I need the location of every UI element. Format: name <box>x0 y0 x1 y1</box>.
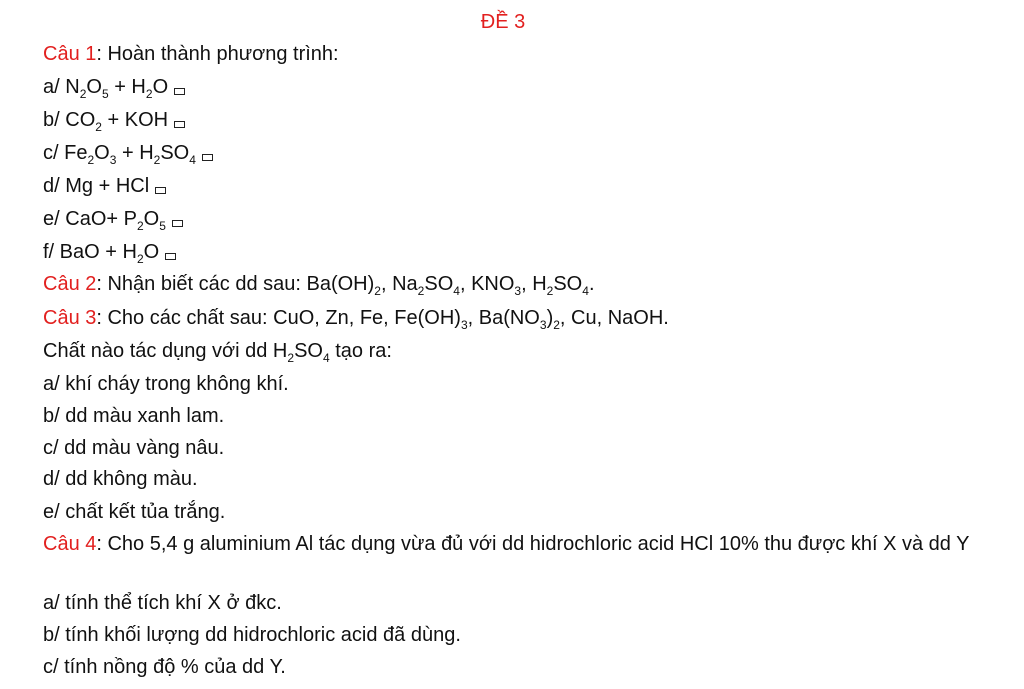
question-4-item-a: a/ tính thể tích khí X ở đkc. <box>43 592 282 614</box>
subscript: 3 <box>539 318 547 332</box>
question-2-label: Câu 2 <box>43 273 97 295</box>
formula-text: + KOH <box>101 109 169 131</box>
question-4-item-b: b/ tính khối lượng dd hidrochloric acid đã dùng. <box>43 624 461 646</box>
subscript: 2 <box>374 284 381 298</box>
subscript: 4 <box>322 351 330 365</box>
subscript: 4 <box>453 284 460 298</box>
subscript: 5 <box>101 87 109 101</box>
formula-text: , Na <box>380 273 418 295</box>
equation-text <box>43 76 169 101</box>
subscript: 3 <box>109 153 117 167</box>
missing-symbol-icon <box>174 121 185 128</box>
equation-d <box>43 174 166 198</box>
subscript: 3 <box>460 318 468 332</box>
question-4-item-c: c/ tính nồng độ % của dd Y. <box>43 656 286 678</box>
formula-text: + H <box>108 76 146 98</box>
equation-c <box>43 141 213 165</box>
subscript: 4 <box>189 153 196 167</box>
formula-text: , Cu, NaOH. <box>559 307 669 329</box>
formula-text: c/ <box>43 142 65 164</box>
question-1-heading <box>43 42 339 66</box>
question-1-text: : Hoàn thành phương trình: <box>96 43 339 65</box>
subscript: 5 <box>159 219 166 233</box>
formula-text: O <box>143 208 160 230</box>
equation-b <box>43 108 185 132</box>
question-3 <box>43 306 669 330</box>
formula-text: N <box>65 76 80 98</box>
formula-text: SO <box>424 273 454 295</box>
subscript: 2 <box>553 318 560 332</box>
formula-text: Chất nào tác dụng với dd H <box>43 340 288 362</box>
subscript: 2 <box>153 153 161 167</box>
missing-symbol-icon <box>202 154 213 161</box>
equation-f <box>43 240 176 264</box>
question-2 <box>43 272 595 296</box>
question-3-item-d: d/ dd không màu. <box>43 468 198 490</box>
equation-text <box>43 241 160 266</box>
question-4-label: Câu 4 <box>43 533 97 555</box>
question-1-label: Câu 1 <box>43 43 97 65</box>
subscript: 2 <box>136 252 144 266</box>
question-3-item-e: e/ chất kết tủa trắng. <box>43 501 226 523</box>
formula-text: SO <box>160 142 190 164</box>
formula-text: O <box>94 142 110 164</box>
missing-symbol-icon <box>172 220 183 227</box>
formula-text: SO <box>294 340 323 362</box>
formula-text: Mg + HCl <box>65 175 150 197</box>
formula-text: . <box>588 273 595 295</box>
formula-text: ) <box>546 307 554 329</box>
formula-text: a/ <box>43 76 66 98</box>
formula-text: O <box>86 76 102 98</box>
formula-text: O <box>143 241 160 263</box>
formula-text: SO <box>553 273 583 295</box>
equation-text <box>43 142 196 167</box>
formula-text: CO <box>65 109 96 131</box>
formula-text: d/ <box>43 175 66 197</box>
missing-symbol-icon <box>174 88 185 95</box>
missing-symbol-icon <box>165 253 176 260</box>
formula-text: f/ <box>43 241 60 263</box>
exam-title: ĐỀ 3 <box>480 11 526 33</box>
formula-text: : Cho các chất sau: CuO, Zn, Fe, Fe(OH) <box>96 307 461 329</box>
subscript: 2 <box>136 219 144 233</box>
subscript: 2 <box>87 153 95 167</box>
formula-text: tạo ra: <box>329 340 392 362</box>
question-3-prompt-text <box>43 340 392 365</box>
question-4 <box>43 532 973 556</box>
subscript: 2 <box>546 284 554 298</box>
missing-symbol-icon <box>155 187 166 194</box>
subscript: 2 <box>79 87 87 101</box>
formula-text: , KNO <box>459 273 515 295</box>
question-2-text <box>96 273 595 298</box>
equation-text <box>43 109 169 134</box>
formula-text: , Ba(NO <box>467 307 540 329</box>
equation-e <box>43 207 183 231</box>
formula-text: O <box>152 76 169 98</box>
question-4-text: : Cho 5,4 g aluminium Al tác dụng vừa đủ với dd hidrochloric acid HCl 10% thu được khí X và dd Y <box>96 533 970 555</box>
formula-text: e/ <box>43 208 66 230</box>
question-3-item-b: b/ dd màu xanh lam. <box>43 405 225 427</box>
subscript: 2 <box>145 87 153 101</box>
question-3-prompt <box>43 339 392 363</box>
equation-text <box>43 208 166 233</box>
formula-text: b/ <box>43 109 66 131</box>
question-3-text <box>96 307 669 332</box>
formula-text: + H <box>116 142 154 164</box>
subscript: 2 <box>417 284 425 298</box>
subscript: 4 <box>582 284 589 298</box>
question-3-item-a: a/ khí cháy trong không khí. <box>43 373 289 395</box>
question-3-label: Câu 3 <box>43 307 97 329</box>
equation-a <box>43 75 185 99</box>
question-3-item-c: c/ dd màu vàng nâu. <box>43 437 225 459</box>
subscript: 2 <box>95 120 102 134</box>
formula-text: , H <box>521 273 547 295</box>
formula-text: : Nhận biết các dd sau: Ba(OH) <box>96 273 375 295</box>
equation-text <box>43 175 149 197</box>
subscript: 3 <box>514 284 522 298</box>
formula-text: CaO+ P <box>65 208 137 230</box>
formula-text: BaO + H <box>59 241 137 263</box>
formula-text: Fe <box>64 142 88 164</box>
subscript: 2 <box>287 351 295 365</box>
